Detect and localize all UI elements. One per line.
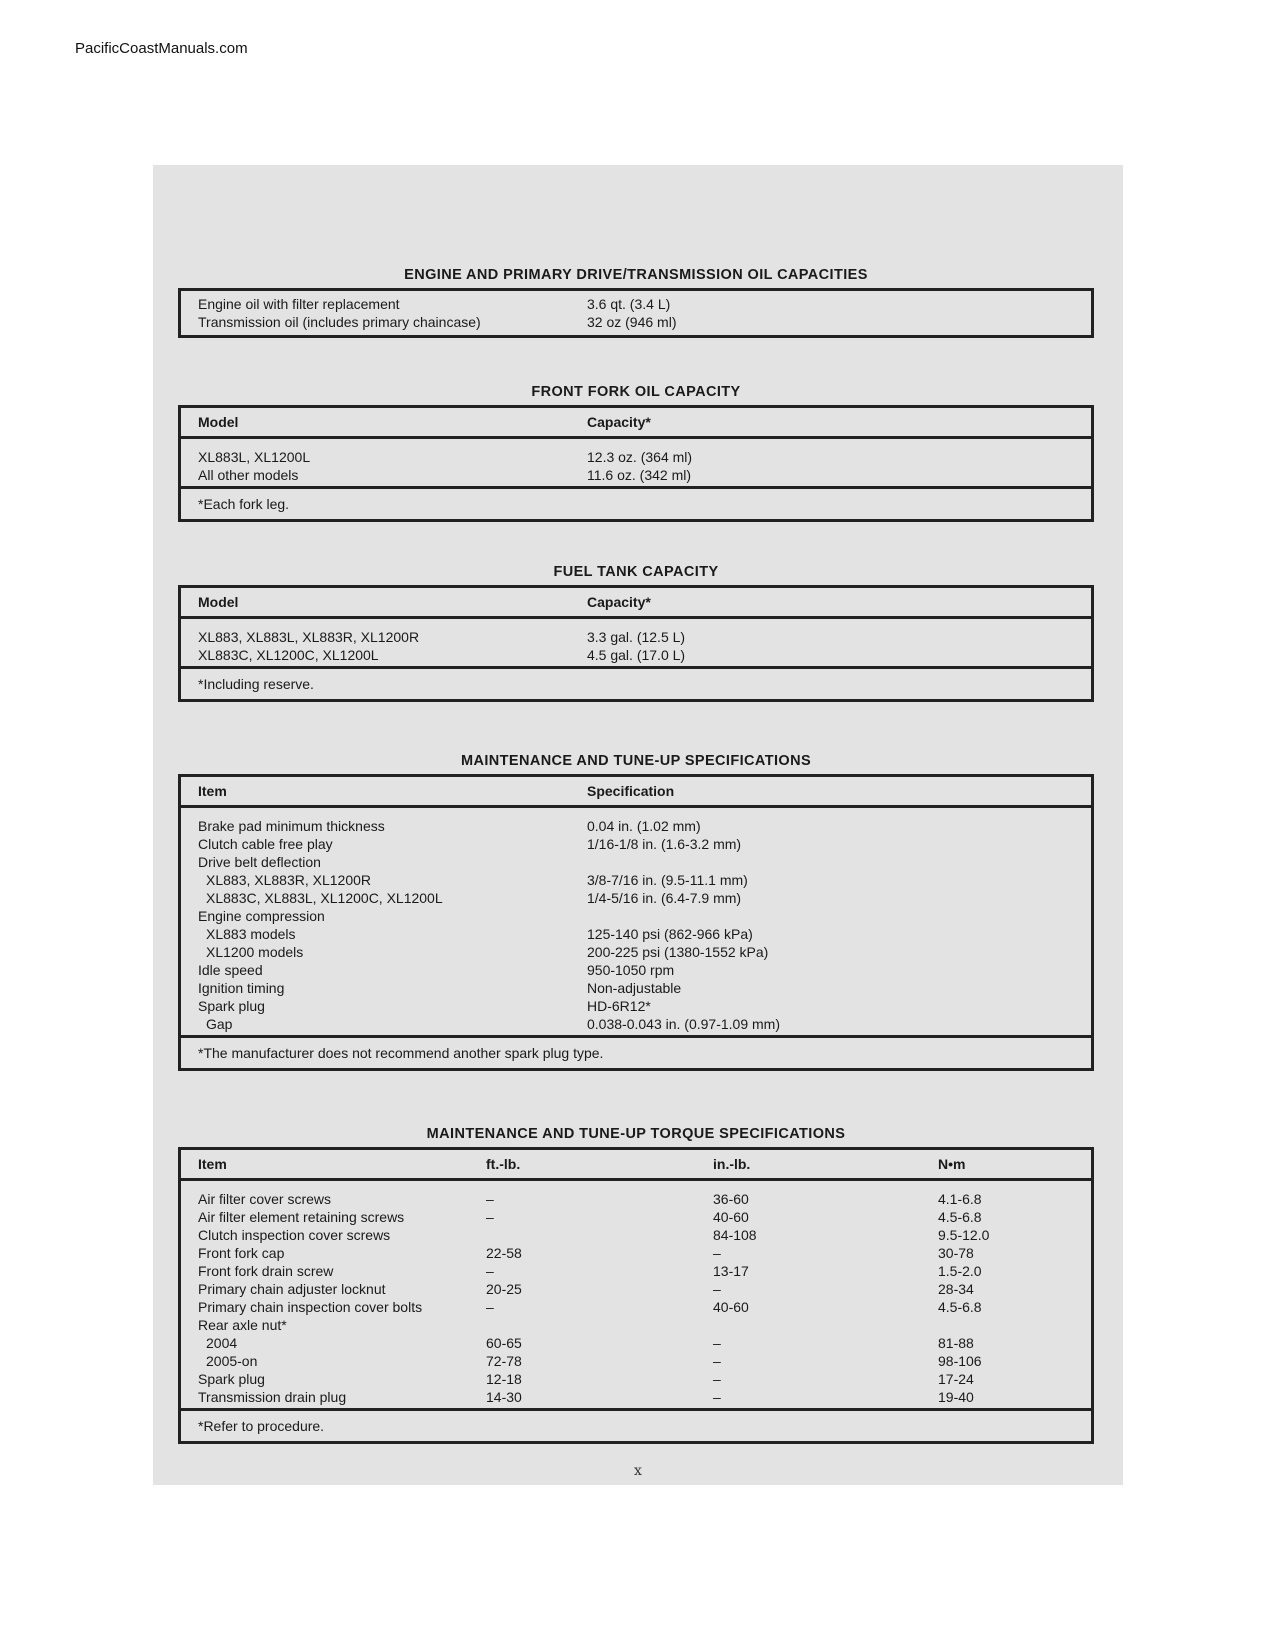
value-cell: 3.6 qt. (3.4 L) <box>587 296 671 312</box>
table-header <box>181 588 1091 619</box>
table-row <box>181 853 1091 871</box>
inlb-cell: – <box>713 1389 721 1405</box>
fork-oil-table <box>178 405 1094 522</box>
model-cell: XL883L, XL1200L <box>198 449 311 465</box>
table-row <box>181 1244 1091 1262</box>
inlb-cell: – <box>713 1335 721 1351</box>
table-row <box>181 1370 1091 1388</box>
item-cell: Spark plug <box>198 998 265 1014</box>
inlb-cell: 40-60 <box>713 1209 749 1225</box>
item-cell: Gap <box>206 1016 233 1032</box>
column-header: Capacity* <box>587 594 651 610</box>
table-row <box>181 907 1091 925</box>
torque-table <box>178 1147 1094 1444</box>
spec-panel <box>153 165 1123 1485</box>
section-title: FRONT FORK OIL CAPACITY <box>531 384 741 400</box>
item-cell: Clutch inspection cover screws <box>198 1227 391 1243</box>
column-header: Specification <box>587 783 675 799</box>
ftlb-cell: – <box>486 1299 494 1315</box>
capacity-cell: 11.6 oz. (342 ml) <box>587 467 692 483</box>
item-cell: 2005-on <box>206 1353 258 1369</box>
table-row <box>181 1334 1091 1352</box>
fuel-tank-section <box>178 563 1094 702</box>
nm-cell: 9.5-12.0 <box>938 1227 990 1243</box>
table-row <box>181 646 1091 664</box>
table-row <box>181 1262 1091 1280</box>
table-row <box>181 1298 1091 1316</box>
ftlb-cell: – <box>486 1209 494 1225</box>
item-cell: Drive belt deflection <box>198 854 321 870</box>
column-header: Model <box>198 414 239 430</box>
item-cell: XL883, XL883R, XL1200R <box>206 872 372 888</box>
item-cell: 2004 <box>206 1335 238 1351</box>
item-cell: Transmission drain plug <box>198 1389 347 1405</box>
table-row <box>181 1208 1091 1226</box>
spec-cell: Non-adjustable <box>587 980 682 996</box>
table-row <box>181 1190 1091 1208</box>
fork-oil-section <box>178 383 1094 522</box>
table-row <box>181 835 1091 853</box>
item-cell: Brake pad minimum thickness <box>198 818 385 834</box>
item-cell: Clutch cable free play <box>198 836 333 852</box>
table-footnote: *The manufacturer does not recommend another spark plug type. <box>181 1035 1091 1068</box>
ftlb-cell: 14-30 <box>486 1389 522 1405</box>
nm-cell: 19-40 <box>938 1389 974 1405</box>
nm-cell: 4.1-6.8 <box>938 1191 982 1207</box>
item-cell: Primary chain adjuster locknut <box>198 1281 386 1297</box>
table-row <box>181 466 1091 484</box>
spec-cell: 0.04 in. (1.02 mm) <box>587 818 701 834</box>
item-cell: Front fork cap <box>198 1245 285 1261</box>
nm-cell: 30-78 <box>938 1245 974 1261</box>
inlb-cell: – <box>713 1371 721 1387</box>
table-row <box>181 448 1091 466</box>
item-cell: Engine oil with filter replacement <box>198 296 400 312</box>
section-title: ENGINE AND PRIMARY DRIVE/TRANSMISSION OIL CAPACITIES <box>404 267 868 283</box>
nm-cell: 28-34 <box>938 1281 974 1297</box>
nm-cell: 17-24 <box>938 1371 974 1387</box>
tuneup-section <box>178 752 1094 1071</box>
item-cell: Rear axle nut* <box>198 1317 287 1333</box>
table-row <box>181 997 1091 1015</box>
spec-cell: 200-225 psi (1380-1552 kPa) <box>587 944 769 960</box>
column-header: Capacity* <box>587 414 651 430</box>
item-cell: Engine compression <box>198 908 325 924</box>
table-footnote: *Refer to procedure. <box>181 1408 1091 1441</box>
table-footnote: *Each fork leg. <box>181 486 1091 519</box>
nm-cell: 4.5-6.8 <box>938 1209 982 1225</box>
fuel-tank-table <box>178 585 1094 702</box>
inlb-cell: – <box>713 1245 721 1261</box>
column-header: Item <box>198 783 227 799</box>
table-row <box>181 1015 1091 1033</box>
item-cell: XL883C, XL883L, XL1200C, XL1200L <box>206 890 443 906</box>
model-cell: All other models <box>198 467 299 483</box>
model-cell: XL883C, XL1200C, XL1200L <box>198 647 379 663</box>
inlb-cell: – <box>713 1353 721 1369</box>
torque-section <box>178 1125 1094 1444</box>
nm-cell: 98-106 <box>938 1353 982 1369</box>
column-header: Item <box>198 1156 227 1172</box>
inlb-cell: 36-60 <box>713 1191 749 1207</box>
column-header: N•m <box>938 1156 966 1172</box>
spec-cell: 1/16-1/8 in. (1.6-3.2 mm) <box>587 836 742 852</box>
ftlb-cell: 12-18 <box>486 1371 522 1387</box>
nm-cell: 81-88 <box>938 1335 974 1351</box>
capacity-cell: 3.3 gal. (12.5 L) <box>587 629 686 645</box>
table-row <box>181 1352 1091 1370</box>
table-header <box>181 408 1091 439</box>
site-header: PacificCoastManuals.com <box>75 40 248 57</box>
inlb-cell: 40-60 <box>713 1299 749 1315</box>
nm-cell: 1.5-2.0 <box>938 1263 982 1279</box>
column-header: ft.-lb. <box>486 1156 521 1172</box>
table-row <box>181 1226 1091 1244</box>
table-row <box>181 871 1091 889</box>
item-cell: Transmission oil (includes primary chaincase) <box>198 314 481 330</box>
inlb-cell: 84-108 <box>713 1227 757 1243</box>
column-header: in.-lb. <box>713 1156 751 1172</box>
nm-cell: 4.5-6.8 <box>938 1299 982 1315</box>
table-row <box>181 1280 1091 1298</box>
item-cell: Primary chain inspection cover bolts <box>198 1299 423 1315</box>
item-cell: Ignition timing <box>198 980 285 996</box>
item-cell: Spark plug <box>198 1371 265 1387</box>
capacity-cell: 12.3 oz. (364 ml) <box>587 449 693 465</box>
tuneup-table <box>178 774 1094 1071</box>
value-cell: 32 oz (946 ml) <box>587 314 677 330</box>
column-header: Model <box>198 594 239 610</box>
table-row <box>181 925 1091 943</box>
spec-cell: 950-1050 rpm <box>587 962 675 978</box>
table-row <box>181 817 1091 835</box>
ftlb-cell: – <box>486 1191 494 1207</box>
model-cell: XL883, XL883L, XL883R, XL1200R <box>198 629 420 645</box>
capacity-cell: 4.5 gal. (17.0 L) <box>587 647 686 663</box>
table-row <box>181 979 1091 997</box>
table-row <box>181 961 1091 979</box>
table-row <box>181 295 1091 313</box>
oil-capacities-section <box>178 266 1094 338</box>
section-title: MAINTENANCE AND TUNE-UP SPECIFICATIONS <box>460 753 812 769</box>
item-cell: XL1200 models <box>206 944 304 960</box>
section-title: FUEL TANK CAPACITY <box>553 564 719 580</box>
table-row <box>181 1316 1091 1334</box>
table-row <box>181 628 1091 646</box>
table-header <box>181 777 1091 808</box>
inlb-cell: – <box>713 1281 721 1297</box>
ftlb-cell: 20-25 <box>486 1281 522 1297</box>
ftlb-cell: 72-78 <box>486 1353 522 1369</box>
oil-capacities-table <box>178 288 1094 338</box>
page-number: x <box>634 1463 642 1479</box>
table-row <box>181 313 1091 331</box>
section-title: MAINTENANCE AND TUNE-UP TORQUE SPECIFICATIONS <box>426 1126 846 1142</box>
ftlb-cell: – <box>486 1263 494 1279</box>
table-row <box>181 889 1091 907</box>
table-row <box>181 1388 1091 1406</box>
spec-cell: 0.038-0.043 in. (0.97-1.09 mm) <box>587 1016 780 1032</box>
inlb-cell: 13-17 <box>713 1263 749 1279</box>
spec-cell: HD-6R12* <box>587 998 651 1014</box>
spec-cell: 3/8-7/16 in. (9.5-11.1 mm) <box>587 872 748 888</box>
ftlb-cell: 22-58 <box>486 1245 522 1261</box>
spec-cell: 1/4-5/16 in. (6.4-7.9 mm) <box>587 890 742 906</box>
item-cell: XL883 models <box>206 926 296 942</box>
spec-cell: 125-140 psi (862-966 kPa) <box>587 926 753 942</box>
item-cell: Idle speed <box>198 962 263 978</box>
table-footnote: *Including reserve. <box>181 666 1091 699</box>
item-cell: Air filter element retaining screws <box>198 1209 405 1225</box>
item-cell: Air filter cover screws <box>198 1191 332 1207</box>
ftlb-cell: 60-65 <box>486 1335 522 1351</box>
table-header <box>181 1150 1091 1181</box>
table-row <box>181 943 1091 961</box>
item-cell: Front fork drain screw <box>198 1263 334 1279</box>
